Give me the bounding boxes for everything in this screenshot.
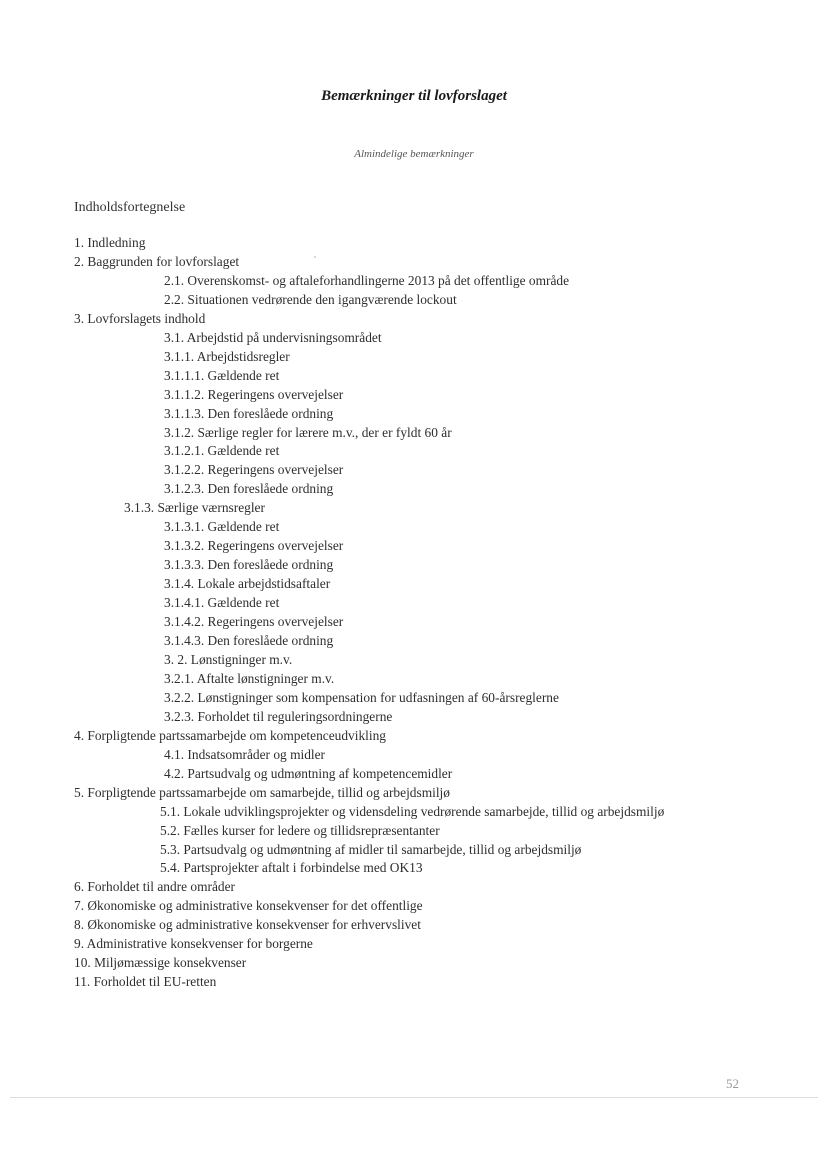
footer-rule — [10, 1097, 818, 1098]
toc-entry: 3.1.1.1. Gældende ret — [164, 367, 280, 383]
toc-entry: 9. Administrative konsekvenser for borgerne — [74, 936, 313, 952]
table-of-contents — [0, 234, 828, 992]
toc-entry: 5.1. Lokale udviklingsprojekter og vidensdeling vedrørende samarbejde, tillid og arbejdsmiljø — [160, 803, 665, 819]
toc-entry: 11. Forholdet til EU-retten — [74, 974, 217, 990]
toc-entry: 3.1.4.2. Regeringens overvejelser — [164, 614, 344, 630]
toc-entry: 3.1.4. Lokale arbejdstidsaftaler — [164, 576, 331, 592]
toc-entry: 3.1.1. Arbejdstidsregler — [164, 348, 290, 364]
toc-entry: 1. Indledning — [74, 235, 146, 250]
toc-entry: 3.1.1.3. Den foreslåede ordning — [164, 405, 334, 421]
page-title: Bemærkninger til lovforslaget — [321, 88, 507, 104]
toc-entry: 3.1.4.3. Den foreslåede ordning — [164, 633, 334, 649]
toc-entry: 3.1.3.3. Den foreslåede ordning — [164, 557, 334, 573]
toc-entry: 2. Baggrunden for lovforslaget — [74, 253, 240, 269]
toc-entry: 7. Økonomiske og administrative konsekvenser for det offentlige — [74, 898, 423, 914]
toc-entry: 3. Lovforslagets indhold — [74, 310, 206, 326]
toc-entry: 5.4. Partsprojekter aftalt i forbindelse med OK13 — [160, 860, 423, 876]
toc-entry: 3.1.1.2. Regeringens overvejelser — [164, 386, 344, 402]
toc-entry: 3.1. Arbejdstid på undervisningsområdet — [164, 329, 382, 345]
toc-entry: 3.1.3. Særlige værnsregler — [124, 500, 265, 516]
toc-entry: 2.2. Situationen vedrørende den igangværende lockout — [164, 291, 457, 307]
toc-entry: 8. Økonomiske og administrative konsekvenser for erhvervslivet — [74, 917, 421, 933]
toc-entry: 3.1.2.2. Regeringens overvejelser — [164, 462, 344, 478]
toc-entry: 3.1.2.1. Gældende ret — [164, 443, 280, 459]
toc-entry: 4.2. Partsudvalg og udmøntning af kompetencemidler — [164, 765, 453, 781]
toc-entry: 5. Forpligtende partssamarbejde om samarbejde, tillid og arbejdsmiljø — [74, 784, 450, 800]
toc-entry: 2.1. Overenskomst- og aftaleforhandlingerne 2013 på det offentlige område — [164, 272, 570, 288]
toc-entry: 3.2.3. Forholdet til reguleringsordningerne — [164, 708, 393, 724]
toc-entry: 3.2.1. Aftalte lønstigninger m.v. — [164, 670, 335, 686]
toc-entry: 10. Miljømæssige konsekvenser — [74, 955, 247, 971]
toc-entry: 3.1.2.3. Den foreslåede ordning — [164, 481, 334, 497]
toc-entry: 3.1.4.1. Gældende ret — [164, 595, 280, 611]
toc-entry: 3.1.3.1. Gældende ret — [164, 519, 280, 535]
scan-speck — [314, 256, 316, 258]
toc-entry: 3.1.2. Særlige regler for lærere m.v., der er fyldt 60 år — [164, 424, 452, 440]
toc-entry: 5.3. Partsudvalg og udmøntning af midler til samarbejde, tillid og arbejdsmiljø — [160, 841, 582, 857]
toc-entry: 6. Forholdet til andre områder — [74, 879, 236, 895]
toc-entry: 5.2. Fælles kurser for ledere og tillidsrepræsentanter — [160, 822, 440, 838]
toc-entry: 3.1.3.2. Regeringens overvejelser — [164, 538, 344, 554]
toc-entry: 4. Forpligtende partssamarbejde om kompetenceudvikling — [74, 727, 386, 743]
toc-entry: 4.1. Indsatsområder og midler — [164, 746, 326, 762]
page-subtitle: Almindelige bemærkninger — [354, 148, 474, 160]
toc-entry: 3. 2. Lønstigninger m.v. — [164, 651, 293, 667]
toc-heading: Indholdsfortegnelse — [74, 200, 186, 215]
page-number: 52 — [726, 1076, 739, 1091]
toc-entry: 3.2.2. Lønstigninger som kompensation for udfasningen af 60-årsreglerne — [164, 689, 559, 705]
